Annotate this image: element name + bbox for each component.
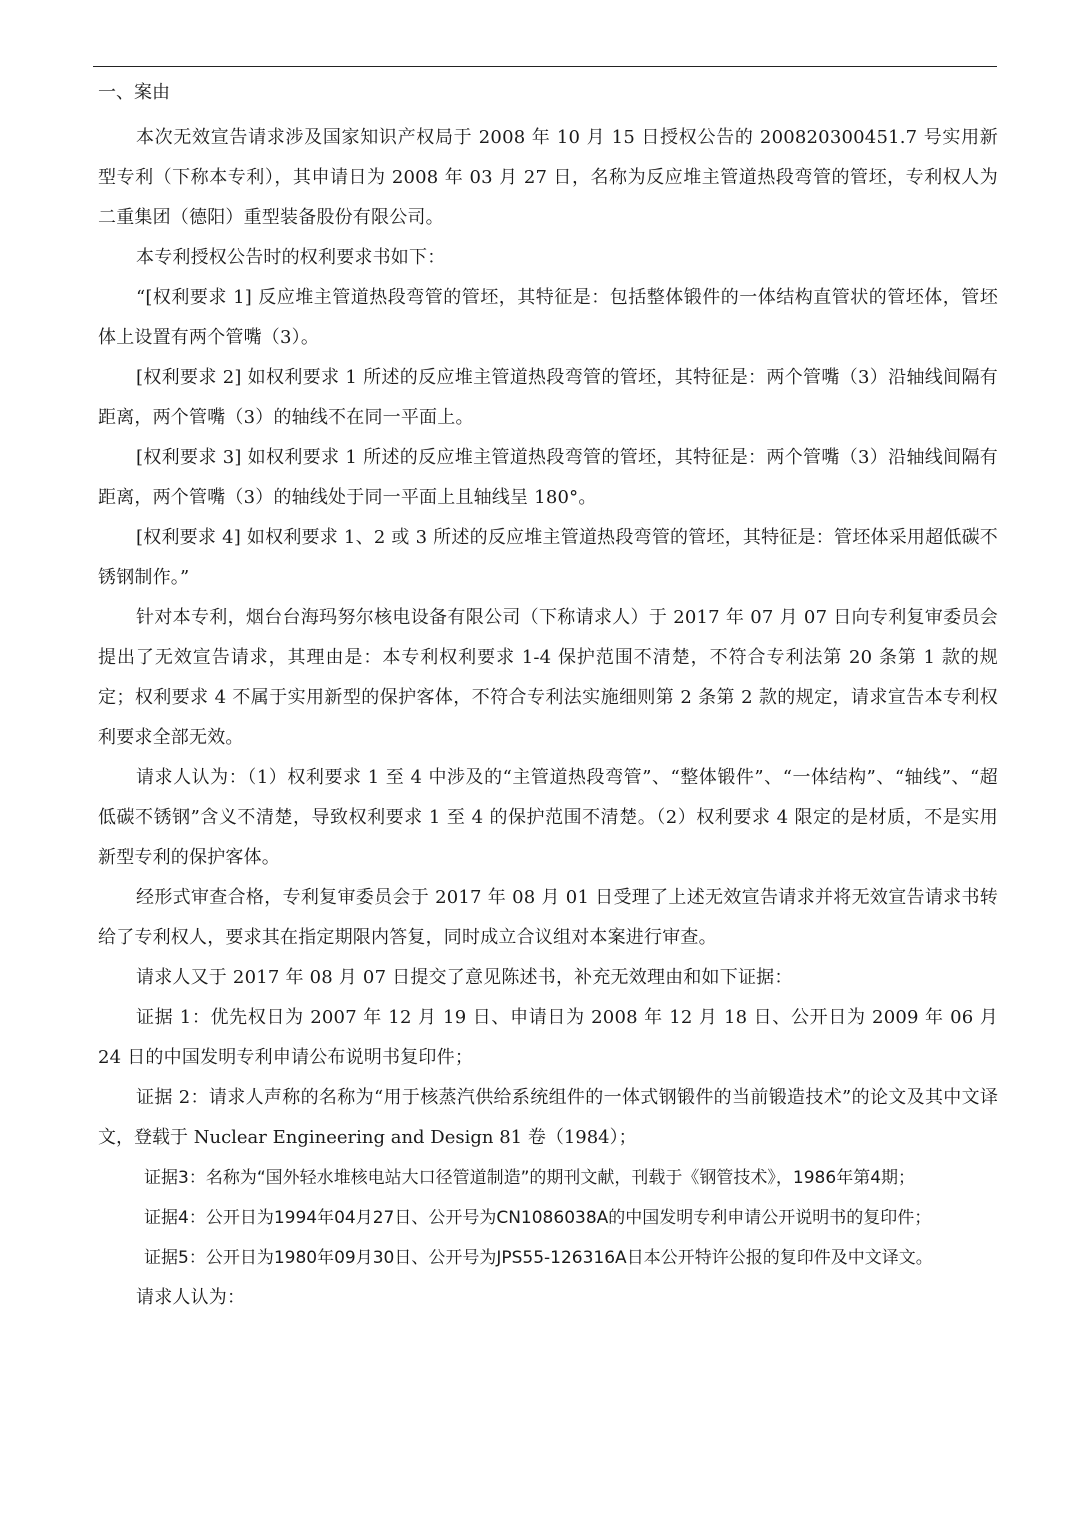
evidence-3-line: 证据3：名称为“国外轻水堆核电站大口径管道制造”的期刊文献，刊载于《钢管技术》，1986年第4期； bbox=[144, 1168, 916, 1188]
document-page bbox=[98, 78, 998, 1318]
evidence-4-line: 证据4：公开日为1994年04月27日、公开号为CN1086038A的中国发明专利申请公开说明书的复印件； bbox=[144, 1208, 932, 1228]
claim-2-paragraph: [权利要求 2] 如权利要求 1 所述的反应堆主管道热段弯管的管坯，其特征是：两个管嘴（3）沿轴线间隔有距离，两个管嘴（3）的轴线不在同一平面上。 bbox=[98, 367, 998, 428]
claim-1-paragraph: “[权利要求 1] 反应堆主管道热段弯管的管坯，其特征是：包括整体锻件的一体结构直管状的管坯体，管坯体上设置有两个管嘴（3）。 bbox=[98, 287, 998, 348]
case-intro-paragraph: 本次无效宣告请求涉及国家知识产权局于 2008 年 10 月 15 日授权公告的 200820300451.7 号实用新型专利（下称本专利），其申请日为 2008 年 03 月 27 日，名称为反应堆主管道热段弯管的管坯，专利权人为二重集团（德阳）重型装备股份有限公司。 bbox=[98, 127, 998, 228]
section-heading: 一、案由 bbox=[98, 82, 170, 103]
formal-examination-paragraph: 经形式审查合格，专利复审委员会于 2017 年 08 月 01 日受理了上述无效宣告请求并将无效宣告请求书转给了专利权人，要求其在指定期限内答复，同时成立合议组对本案进行审查。 bbox=[98, 887, 998, 948]
claim-3-paragraph: [权利要求 3] 如权利要求 1 所述的反应堆主管道热段弯管的管坯，其特征是：两个管嘴（3）沿轴线间隔有距离，两个管嘴（3）的轴线处于同一平面上且轴线呈 180°。 bbox=[98, 447, 998, 508]
claims-intro-paragraph: 本专利授权公告时的权利要求书如下： bbox=[136, 247, 446, 268]
requester-argument-paragraph: 请求人认为：（1）权利要求 1 至 4 中涉及的“主管道热段弯管”、“整体锻件”、“一体结构”、“轴线”、“超低碳不锈钢”含义不清楚，导致权利要求 1 至 4 的保护范围不清楚。（2）权利要求 4 限定的是材质，不是实用新型专利的保护客体。 bbox=[98, 767, 998, 868]
invalidation-request-paragraph: 针对本专利，烟台台海玛努尔核电设备有限公司（下称请求人）于 2017 年 07 月 07 日向专利复审委员会提出了无效宣告请求，其理由是：本专利权利要求 1-4 保护范围不清楚，不符合专利法第 20 条第 1 款的规定；权利要求 4 不属于实用新型的保护客体，不符合专利法实施细则第 2 条第 2 款的规定，请求宣告本专利权利要求全部无效。 bbox=[98, 607, 998, 748]
evidence-5-line: 证据5：公开日为1980年09月30日、公开号为JPS55-126316A日本公开特许公报的复印件及中文译文。 bbox=[144, 1248, 933, 1268]
supplementary-statement-paragraph: 请求人又于 2017 年 08 月 07 日提交了意见陈述书，补充无效理由和如下证据： bbox=[136, 967, 793, 988]
claim-4-paragraph: [权利要求 4] 如权利要求 1、2 或 3 所述的反应堆主管道热段弯管的管坯，其特征是：管坯体采用超低碳不锈钢制作。” bbox=[98, 527, 998, 588]
header-rule bbox=[93, 66, 997, 67]
closing-paragraph: 请求人认为： bbox=[136, 1287, 246, 1308]
evidence-1-paragraph: 证据 1：优先权日为 2007 年 12 月 19 日、申请日为 2008 年 12 月 18 日、公开日为 2009 年 06 月 24 日的中国发明专利申请公布说明书复印件； bbox=[98, 1007, 998, 1068]
evidence-2-paragraph: 证据 2：请求人声称的名称为“用于核蒸汽供给系统组件的一体式钢锻件的当前锻造技术”的论文及其中文译文，登载于 Nuclear Engineering and Design 81 卷（1984）； bbox=[98, 1087, 998, 1148]
